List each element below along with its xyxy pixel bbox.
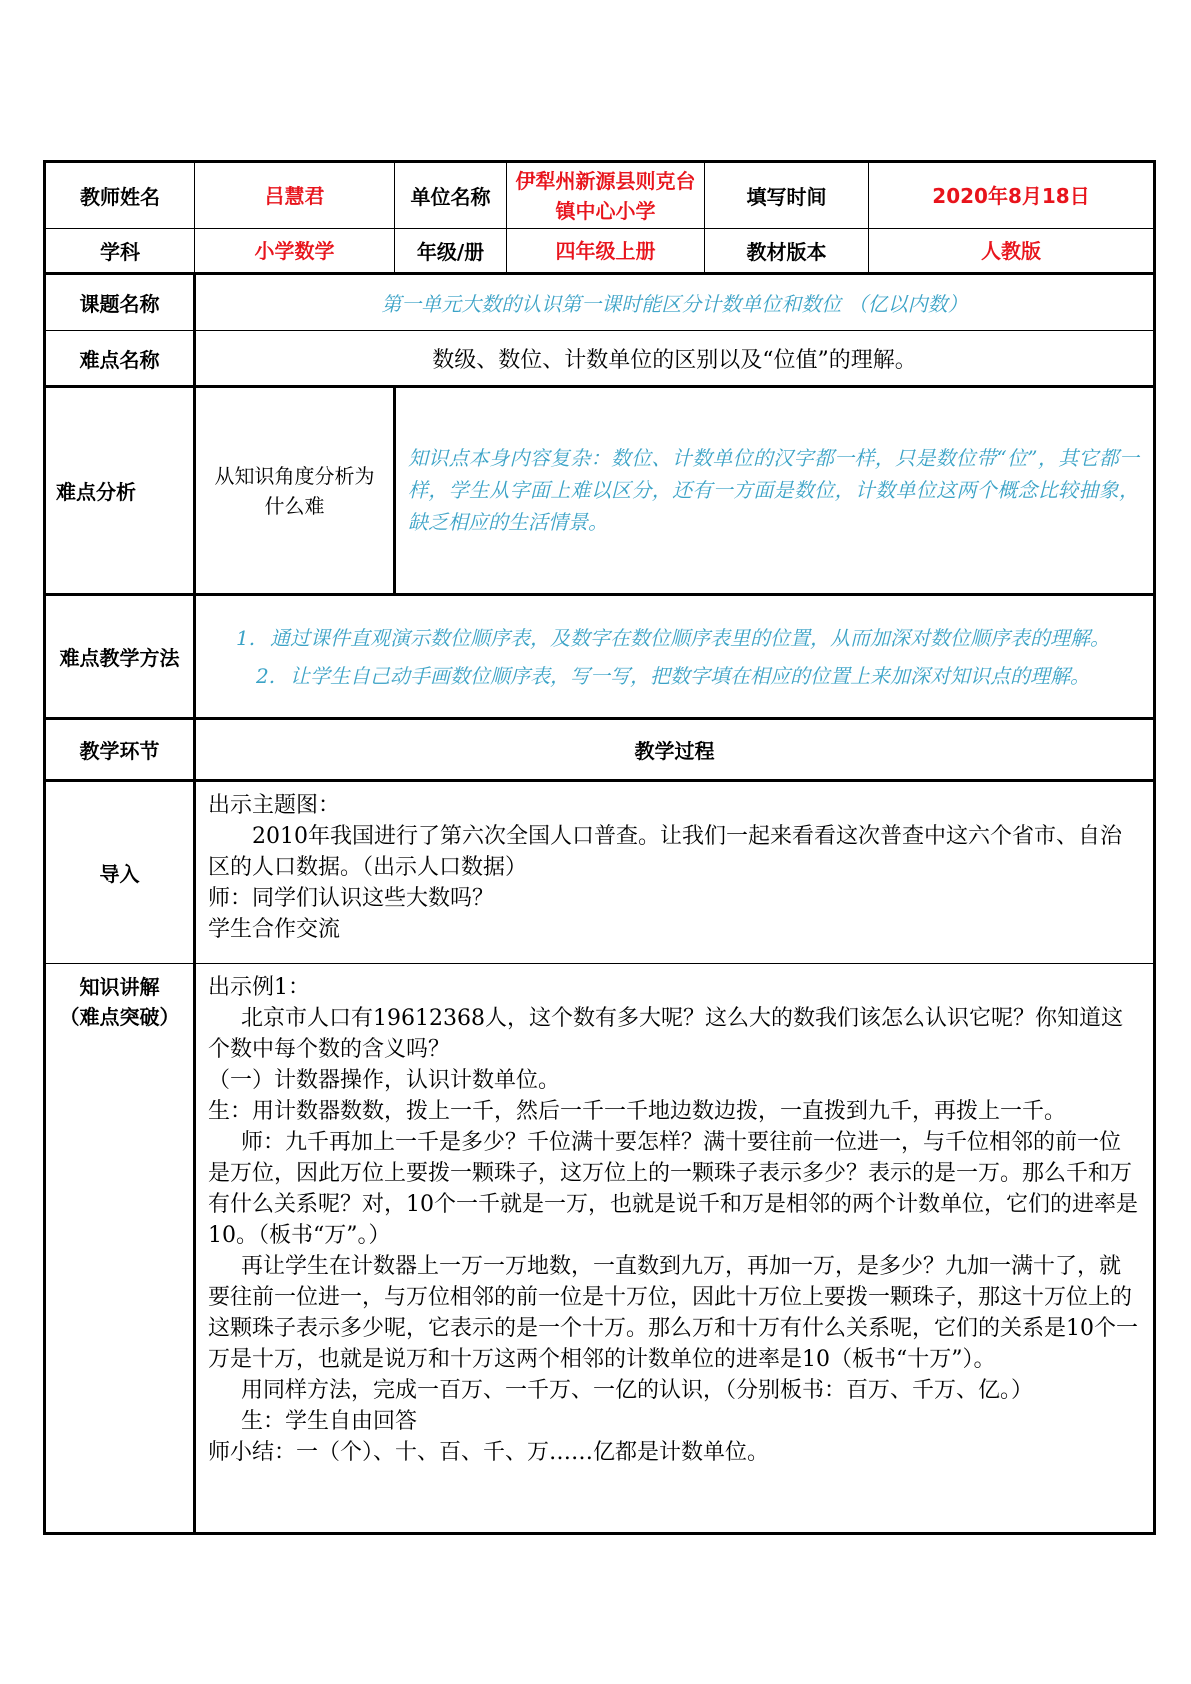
lecture-line: 出示例1： [208, 975, 310, 1000]
edition-value: 人教版 [869, 229, 1155, 274]
subject-value: 小学数学 [195, 229, 395, 274]
process-label: 教学过程 [195, 719, 1155, 781]
grade-value: 四年级上册 [507, 229, 705, 274]
methods-label: 难点教学方法 [45, 595, 195, 719]
method-text: 让学生自己动手画数位顺序表，写一写，把数字填在相应的位置上来加深对知识点的理解。 [290, 663, 1090, 688]
methods-row [45, 595, 1155, 719]
lecture-line: 用同样方法，完成一百万、一千万、一亿的认识，（分别板书：百万、千万、亿。） [241, 1378, 1034, 1403]
method-item [236, 619, 1143, 657]
intro-line: 学生合作交流 [208, 917, 341, 942]
teacher-label: 教师姓名 [45, 162, 195, 229]
intro-label: 导入 [45, 781, 195, 964]
process-header-row [45, 719, 1155, 781]
method-num: 1. [236, 625, 256, 650]
lecture-row [45, 964, 1155, 1534]
method-num: 2. [256, 663, 276, 688]
difficulty-label: 难点名称 [45, 331, 195, 387]
unit-value: 伊犁州新源县则克台镇中心小学 [507, 162, 705, 229]
lecture-label [45, 964, 195, 1534]
analysis-sub-label: 从知识角度分析为什么难 [195, 387, 395, 595]
header-row-1 [45, 162, 1155, 229]
method-item [236, 657, 1143, 695]
lecture-line: 生：用计数器数数，拨上一千，然后一千一千地边数边拨，一直拨到九千，再拨上一千。 [208, 1099, 1067, 1124]
intro-line: 出示主题图： [208, 793, 341, 818]
analysis-text: 知识点本身内容复杂：数位、计数单位的汉字都一样，只是数位带“位”，其它都一样，学生从字面上难以区分，还有一方面是数位，计数单位这两个概念比较抽象，缺乏相应的生活情景。 [395, 387, 1155, 595]
lecture-line: 再让学生在计数器上一万一万地数，一直数到九万，再加一万，是多少？九加一满十了，就要往前一位进一，与万位相邻的前一位是十万位，因此十万位上要拨一颗珠子，那这十万位上的这颗珠子表示多少呢，它表示的是一个十万。那么万和十万有什么关系呢，它们的关系是10个一万是十万，也就是说万和十万这两个相邻的计数单位的进率是10（板书“十万”）。 [208, 1254, 1138, 1372]
lecture-line: （一）计数器操作，认识计数单位。 [208, 1068, 561, 1093]
intro-line: 2010年我国进行了第六次全国人口普查。让我们一起来看看这次普查中这六个省市、自治区的人口数据。（出示人口数据） [208, 824, 1122, 880]
teacher-value: 吕慧君 [195, 162, 395, 229]
subject-label: 学科 [45, 229, 195, 274]
stage-label: 教学环节 [45, 719, 195, 781]
grade-label: 年级/册 [395, 229, 507, 274]
analysis-row [45, 387, 1155, 595]
lecture-line: 师小结：一（个）、十、百、千、万……亿都是计数单位。 [208, 1440, 770, 1465]
date-value: 2020年8月18日 [869, 162, 1155, 229]
lesson-plan-table [43, 160, 1156, 1535]
analysis-label: 难点分析 [45, 387, 195, 595]
methods-cell [195, 595, 1155, 719]
methods-list [196, 619, 1153, 695]
intro-line: 师：同学们认识这些大数吗？ [208, 886, 495, 911]
unit-label: 单位名称 [395, 162, 507, 229]
topic-label: 课题名称 [45, 274, 195, 331]
intro-row [45, 781, 1155, 964]
method-text: 通过课件直观演示数位顺序表，及数字在数位顺序表里的位置，从而加深对数位顺序表的理解。 [270, 625, 1110, 650]
lecture-label-sub: （难点突破） [59, 1005, 180, 1029]
lecture-content [195, 964, 1155, 1534]
topic-row [45, 274, 1155, 331]
topic-value: 第一单元大数的认识第一课时能区分计数单位和数位 （亿以内数） [195, 274, 1155, 331]
intro-content [195, 781, 1155, 964]
difficulty-value: 数级、数位、计数单位的区别以及“位值”的理解。 [195, 331, 1155, 387]
header-row-2 [45, 229, 1155, 274]
lecture-label-main: 知识讲解 [79, 975, 160, 999]
lecture-line: 北京市人口有19612368人，这个数有多大呢？这么大的数我们该怎么认识它呢？你知道这个数中每个数的含义吗？ [208, 1006, 1123, 1062]
date-label: 填写时间 [705, 162, 869, 229]
lecture-line: 生：学生自由回答 [241, 1409, 418, 1434]
lecture-line: 师：九千再加上一千是多少？千位满十要怎样？满十要往前一位进一，与千位相邻的前一位是万位，因此万位上要拨一颗珠子，这万位上的一颗珠子表示多少？表示的是一万。那么千和万有什么关系呢？对，10个一千就是一万，也就是说千和万是相邻的两个计数单位，它们的进率是10。（板书“万”。） [208, 1130, 1138, 1248]
lesson-plan-sheet [43, 160, 1153, 1535]
edition-label: 教材版本 [705, 229, 869, 274]
difficulty-row [45, 331, 1155, 387]
